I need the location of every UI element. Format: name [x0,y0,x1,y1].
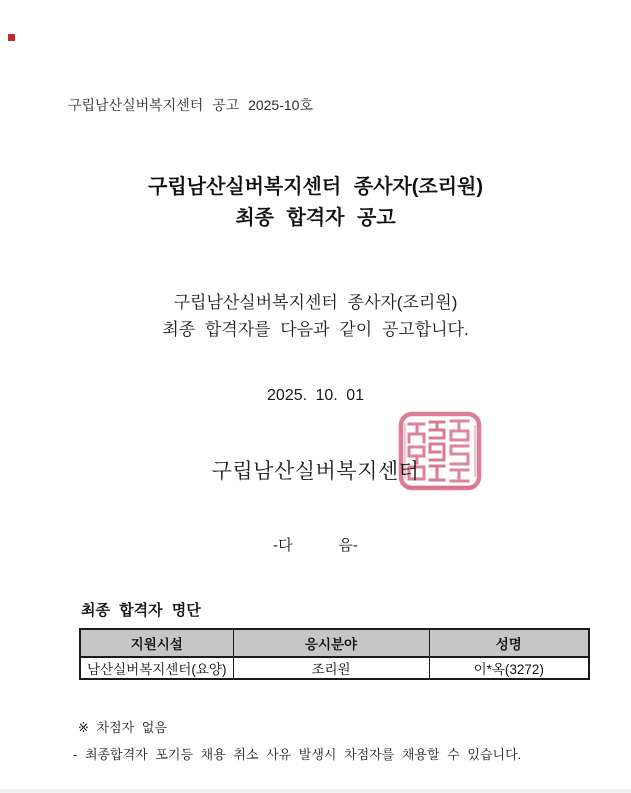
cell-facility: 남산실버복지센터(요양) [80,657,233,679]
body-line-1: 구립남산실버복지센터 종사자(조리원) [173,293,458,312]
table-row [80,657,589,679]
final-pass-list-heading: 최종 합격자 명단 [81,602,201,619]
col-header-facility: 지원시설 [80,629,233,657]
announcement-body [0,289,631,343]
organization-name: 구립남산실버복지센터 [211,460,420,483]
note-replacement-policy: - 최종합격자 포기등 채용 취소 사유 발생시 차점자를 채용할 수 있습니다. [73,747,522,762]
final-pass-table [79,628,590,680]
official-seal-icon [397,410,483,493]
cell-name: 이*옥(3272) [429,657,589,679]
red-annotation-dot [8,34,15,41]
table-header-row [80,629,589,657]
note-no-runnerup: ※ 차점자 없음 [78,720,167,735]
announcement-date: 2025. 10. 01 [267,387,364,404]
da-eum-divider: -다 음- [273,537,358,554]
title-line-2: 최종 합격자 공고 [235,207,396,229]
cell-field: 조리원 [233,657,429,679]
bottom-edge-strip [0,789,631,793]
col-header-field: 응시분야 [233,629,429,657]
title-line-1: 구립남산실버복지센터 종사자(조리원) [148,176,483,198]
body-line-2: 최종 합격자를 다음과 같이 공고합니다. [162,320,469,339]
doc-number-line: 구립남산실버복지센터 공고 2025-10호 [68,97,313,113]
col-header-name: 성명 [429,629,589,657]
document-title [0,172,631,234]
